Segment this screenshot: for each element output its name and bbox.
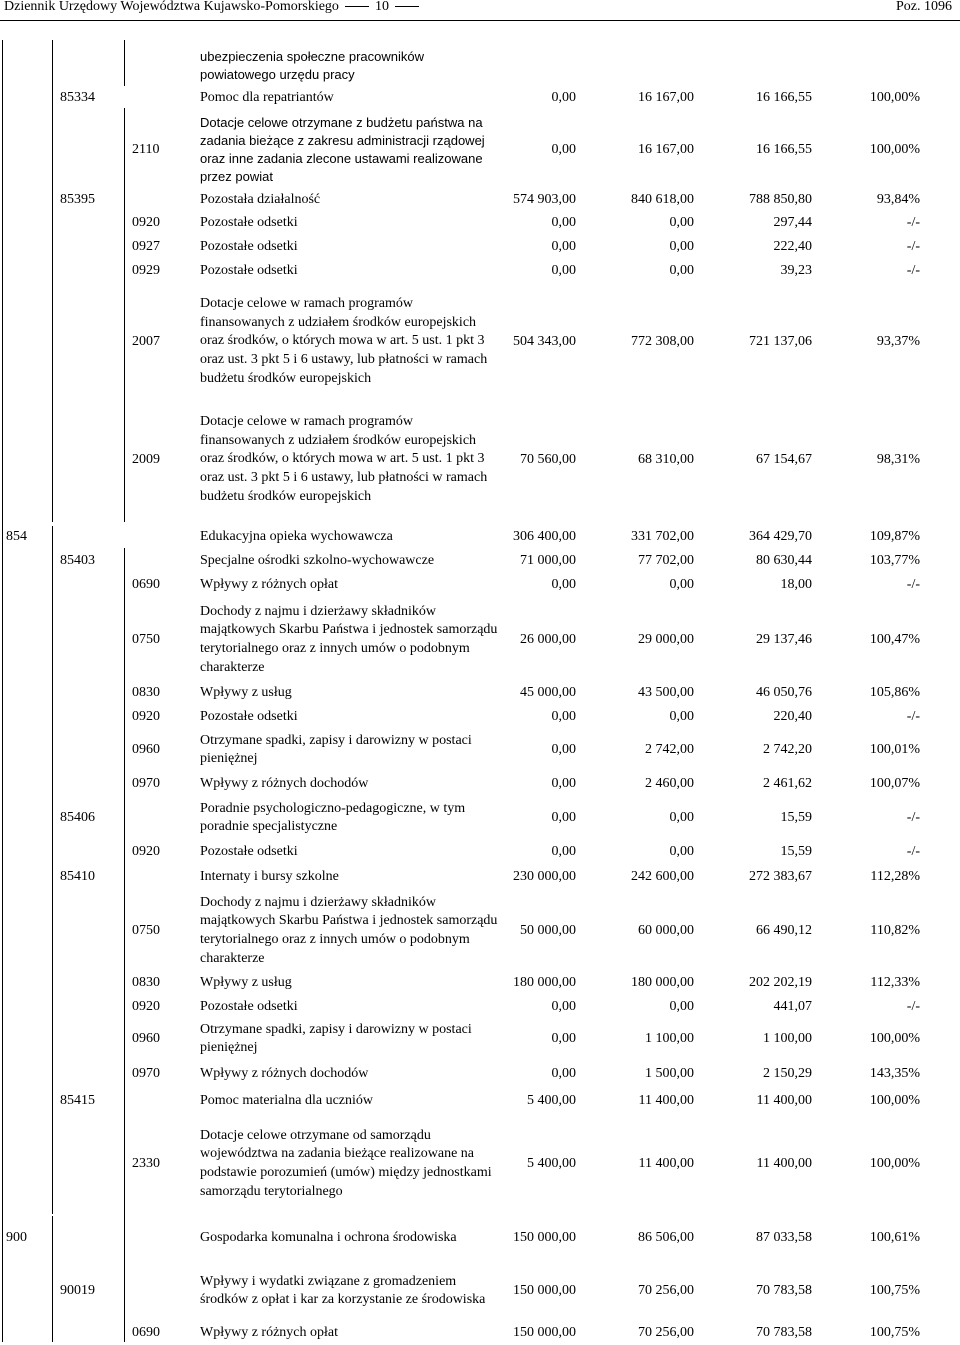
row-divider — [0, 1086, 960, 1087]
description-cell: Pozostałe odsetki — [200, 998, 298, 1014]
row-divider — [0, 210, 960, 211]
percent-cell: 100,00% — [869, 1030, 920, 1046]
rozdzial-cell: 85334 — [60, 89, 95, 105]
row-divider — [0, 548, 960, 549]
description-cell: Edukacyjna opieka wychowawcza — [200, 528, 393, 544]
row-divider — [0, 1112, 960, 1113]
plan-cell: 0,00 — [551, 238, 576, 254]
row-divider — [0, 108, 960, 109]
execution-cell: 70 783,58 — [756, 1324, 812, 1340]
row-divider — [0, 1258, 960, 1259]
column-divider — [124, 40, 125, 86]
paragraf-cell: 2110 — [132, 141, 160, 157]
execution-cell: 15,59 — [780, 843, 812, 859]
percent-cell: 109,87% — [869, 528, 920, 544]
row-divider — [0, 282, 960, 283]
percent-cell: 100,00% — [869, 1155, 920, 1171]
page-number: 10 — [374, 0, 389, 14]
header-dash — [345, 6, 369, 7]
plan-after-changes-cell: 0,00 — [669, 809, 694, 825]
plan-cell: 5 400,00 — [527, 1092, 576, 1108]
rozdzial-cell: 90019 — [60, 1282, 95, 1298]
paragraf-cell: 0960 — [132, 1030, 160, 1046]
execution-cell: 202 202,19 — [749, 974, 812, 990]
paragraf-cell: 0690 — [132, 576, 160, 592]
percent-cell: 100,75% — [869, 1324, 920, 1340]
percent-cell: 100,00% — [869, 141, 920, 157]
execution-cell: 272 383,67 — [749, 868, 812, 884]
description-cell: Wpływy z różnych dochodów — [200, 1065, 369, 1081]
row-divider — [0, 86, 960, 87]
execution-cell: 11 400,00 — [756, 1155, 812, 1171]
plan-after-changes-cell: 43 500,00 — [638, 684, 694, 700]
column-divider — [124, 548, 125, 1342]
plan-cell: 306 400,00 — [513, 528, 576, 544]
description-cell: ubezpieczenia społeczne pracowników powiatowego urzędu pracy — [200, 49, 425, 82]
execution-cell: 220,40 — [773, 708, 812, 724]
execution-cell: 70 783,58 — [756, 1282, 812, 1298]
position-number: Poz. 1096 — [896, 0, 952, 14]
description-cell: Dotacje celowe w ramach programów finansowanych z udziałem środków europejskich oraz środków, o których mowa w art. 5 ust. 1 pkt 3 oraz ust. 3 pkt 5 i 6 ustawy, lub płatności w ramach budżetu środków europejskich — [200, 414, 488, 504]
description-cell: Wpływy z różnych opłat — [200, 1324, 339, 1340]
rozdzial-cell: 85415 — [60, 1092, 95, 1108]
rozdzial-cell: 85406 — [60, 809, 95, 825]
plan-cell: 0,00 — [551, 89, 576, 105]
plan-cell: 0,00 — [551, 775, 576, 791]
description-cell: Wpływy z różnych dochodów — [200, 775, 369, 791]
description-cell: Pomoc materialna dla uczniów — [200, 1092, 373, 1108]
execution-cell: 18,00 — [780, 576, 812, 592]
execution-cell: 67 154,67 — [756, 451, 812, 467]
plan-after-changes-cell: 0,00 — [669, 238, 694, 254]
description-cell: Pozostałe odsetki — [200, 238, 298, 254]
description-cell: Pozostała działalność — [200, 191, 321, 207]
paragraf-cell: 0920 — [132, 708, 160, 724]
execution-cell: 2 461,62 — [763, 775, 812, 791]
row-divider — [0, 258, 960, 259]
paragraf-cell: 0690 — [132, 1324, 160, 1340]
description-cell: Wpływy z usług — [200, 684, 292, 700]
plan-after-changes-cell: 0,00 — [669, 843, 694, 859]
column-divider — [52, 40, 53, 522]
description-cell: Internaty i bursy szkolne — [200, 868, 339, 884]
plan-after-changes-cell: 2 742,00 — [645, 741, 694, 757]
plan-after-changes-cell: 29 000,00 — [638, 631, 694, 647]
plan-after-changes-cell: 60 000,00 — [638, 922, 694, 938]
plan-after-changes-cell: 70 256,00 — [638, 1282, 694, 1298]
percent-cell: 100,01% — [869, 741, 920, 757]
execution-cell: 297,44 — [773, 214, 812, 230]
percent-cell: -/- — [906, 262, 920, 278]
paragraf-cell: 0960 — [132, 741, 160, 757]
paragraf-cell: 0750 — [132, 631, 160, 647]
execution-cell: 39,23 — [780, 262, 812, 278]
execution-cell: 15,59 — [780, 809, 812, 825]
percent-cell: 93,84% — [876, 191, 920, 207]
header-dash — [395, 6, 419, 7]
plan-cell: 0,00 — [551, 214, 576, 230]
column-divider — [2, 40, 3, 1342]
plan-after-changes-cell: 1 500,00 — [645, 1065, 694, 1081]
row-divider — [0, 704, 960, 705]
row-divider — [0, 520, 960, 521]
percent-cell: 93,37% — [876, 333, 920, 349]
description-cell: Wpływy z różnych opłat — [200, 576, 339, 592]
rozdzial-cell: 85403 — [60, 552, 95, 568]
plan-cell: 150 000,00 — [513, 1282, 576, 1298]
execution-cell: 46 050,76 — [756, 684, 812, 700]
row-divider — [0, 864, 960, 865]
execution-cell: 29 137,46 — [756, 631, 812, 647]
plan-after-changes-cell: 68 310,00 — [638, 451, 694, 467]
execution-cell: 2 150,29 — [763, 1065, 812, 1081]
percent-cell: 100,07% — [869, 775, 920, 791]
plan-cell: 230 000,00 — [513, 868, 576, 884]
execution-cell: 1 100,00 — [763, 1030, 812, 1046]
column-divider — [124, 108, 125, 522]
row-divider — [0, 1016, 960, 1017]
plan-after-changes-cell: 86 506,00 — [638, 1229, 694, 1245]
percent-cell: -/- — [906, 809, 920, 825]
row-divider — [0, 794, 960, 795]
plan-cell: 0,00 — [551, 843, 576, 859]
description-cell: Poradnie psychologiczno-pedagogiczne, w tym poradnie specjalistyczne — [200, 800, 466, 835]
percent-cell: 143,35% — [869, 1065, 920, 1081]
description-cell: Dotacje celowe otrzymane z budżetu państwa na zadania bieżące z zakresu administracji rządowej oraz inne zadania zlecone ustawami realizowane przez powiat — [200, 115, 485, 184]
execution-cell: 364 429,70 — [749, 528, 812, 544]
percent-cell: 105,86% — [869, 684, 920, 700]
percent-cell: 100,00% — [869, 1092, 920, 1108]
description-cell: Dotacje celowe otrzymane od samorządu województwa na zadania bieżące realizowane na podstawie porozumień (umów) między jednostkami samorządu terytorialnego — [200, 1127, 492, 1199]
row-divider — [0, 888, 960, 889]
paragraf-cell: 0927 — [132, 238, 160, 254]
percent-cell: 103,77% — [869, 552, 920, 568]
execution-cell: 16 166,55 — [756, 89, 812, 105]
plan-cell: 574 903,00 — [513, 191, 576, 207]
row-divider — [0, 682, 960, 683]
paragraf-cell: 0920 — [132, 843, 160, 859]
percent-cell: 112,28% — [870, 868, 920, 884]
dzial-cell: 854 — [6, 528, 27, 544]
plan-after-changes-cell: 0,00 — [669, 214, 694, 230]
percent-cell: 100,00% — [869, 89, 920, 105]
rozdzial-cell: 85410 — [60, 868, 95, 884]
plan-after-changes-cell: 1 100,00 — [645, 1030, 694, 1046]
percent-cell: -/- — [906, 576, 920, 592]
plan-after-changes-cell: 11 400,00 — [638, 1092, 694, 1108]
execution-cell: 441,07 — [773, 998, 812, 1014]
plan-cell: 150 000,00 — [513, 1324, 576, 1340]
row-divider — [0, 596, 960, 597]
paragraf-cell: 2007 — [132, 333, 160, 349]
rozdzial-cell: 85395 — [60, 191, 95, 207]
plan-cell: 50 000,00 — [520, 922, 576, 938]
plan-after-changes-cell: 16 167,00 — [638, 89, 694, 105]
row-divider — [0, 770, 960, 771]
percent-cell: 100,61% — [869, 1229, 920, 1245]
plan-after-changes-cell: 180 000,00 — [631, 974, 694, 990]
plan-after-changes-cell: 331 702,00 — [631, 528, 694, 544]
plan-cell: 0,00 — [551, 1065, 576, 1081]
execution-cell: 222,40 — [773, 238, 812, 254]
description-cell: Gospodarka komunalna i ochrona środowiska — [200, 1229, 457, 1245]
row-divider — [0, 190, 960, 191]
row-divider — [0, 840, 960, 841]
plan-cell: 0,00 — [551, 708, 576, 724]
percent-cell: 100,47% — [869, 631, 920, 647]
paragraf-cell: 2330 — [132, 1155, 160, 1171]
execution-cell: 11 400,00 — [756, 1092, 812, 1108]
column-divider — [52, 526, 53, 1214]
column-divider — [52, 1216, 53, 1342]
row-divider — [0, 994, 960, 995]
row-divider — [0, 728, 960, 729]
plan-cell: 0,00 — [551, 141, 576, 157]
paragraf-cell: 0970 — [132, 1065, 160, 1081]
plan-after-changes-cell: 242 600,00 — [631, 868, 694, 884]
plan-cell: 0,00 — [551, 1030, 576, 1046]
paragraf-cell: 0920 — [132, 214, 160, 230]
plan-cell: 0,00 — [551, 576, 576, 592]
plan-cell: 150 000,00 — [513, 1229, 576, 1245]
percent-cell: 100,75% — [869, 1282, 920, 1298]
plan-after-changes-cell: 0,00 — [669, 998, 694, 1014]
description-cell: Pozostałe odsetki — [200, 708, 298, 724]
execution-cell: 721 137,06 — [749, 333, 812, 349]
description-cell: Wpływy i wydatki związane z gromadzeniem środków z opłat i kar za korzystanie ze środowiska — [200, 1273, 486, 1308]
row-divider — [0, 234, 960, 235]
description-cell: Dochody z najmu i dzierżawy składników majątkowych Skarbu Państwa i jednostek samorządu terytorialnego oraz z innych umów o podobnym charakterze — [200, 894, 498, 966]
plan-cell: 0,00 — [551, 998, 576, 1014]
description-cell: Dotacje celowe w ramach programów finansowanych z udziałem środków europejskich oraz środków, o których mowa w art. 5 ust. 1 pkt 3 oraz ust. 3 pkt 5 i 6 ustawy, lub płatności w ramach budżetu środków europejskich — [200, 296, 488, 386]
execution-cell: 87 033,58 — [756, 1229, 812, 1245]
paragraf-cell: 2009 — [132, 451, 160, 467]
description-cell: Otrzymane spadki, zapisy i darowizny w postaci pieniężnej — [200, 1021, 472, 1056]
execution-cell: 80 630,44 — [756, 552, 812, 568]
paragraf-cell: 0830 — [132, 684, 160, 700]
plan-cell: 70 560,00 — [520, 451, 576, 467]
header-rule — [0, 20, 960, 21]
paragraf-cell: 0830 — [132, 974, 160, 990]
percent-cell: 110,82% — [870, 922, 920, 938]
description-cell: Pozostałe odsetki — [200, 214, 298, 230]
description-cell: Wpływy z usług — [200, 974, 292, 990]
row-divider — [0, 524, 960, 525]
percent-cell: -/- — [906, 708, 920, 724]
paragraf-cell: 0970 — [132, 775, 160, 791]
plan-cell: 180 000,00 — [513, 974, 576, 990]
plan-after-changes-cell: 77 702,00 — [638, 552, 694, 568]
paragraf-cell: 0929 — [132, 262, 160, 278]
plan-after-changes-cell: 16 167,00 — [638, 141, 694, 157]
execution-cell: 788 850,80 — [749, 191, 812, 207]
row-divider — [0, 1214, 960, 1215]
plan-after-changes-cell: 0,00 — [669, 262, 694, 278]
paragraf-cell: 0750 — [132, 922, 160, 938]
execution-cell: 66 490,12 — [756, 922, 812, 938]
plan-cell: 0,00 — [551, 809, 576, 825]
plan-cell: 0,00 — [551, 262, 576, 278]
journal-title: Dziennik Urzędowy Województwa Kujawsko-Pomorskiego 10 — [4, 0, 425, 15]
page-header — [0, 0, 960, 20]
plan-after-changes-cell: 2 460,00 — [645, 775, 694, 791]
plan-cell: 5 400,00 — [527, 1155, 576, 1171]
execution-cell: 2 742,20 — [763, 741, 812, 757]
percent-cell: -/- — [906, 214, 920, 230]
description-cell: Pozostałe odsetki — [200, 843, 298, 859]
plan-cell: 45 000,00 — [520, 684, 576, 700]
description-cell: Dochody z najmu i dzierżawy składników majątkowych Skarbu Państwa i jednostek samorządu terytorialnego oraz z innych umów o podobnym charakterze — [200, 603, 498, 675]
percent-cell: 98,31% — [876, 451, 920, 467]
plan-after-changes-cell: 772 308,00 — [631, 333, 694, 349]
plan-cell: 71 000,00 — [520, 552, 576, 568]
description-cell: Pomoc dla repatriantów — [200, 89, 334, 105]
row-divider — [0, 572, 960, 573]
plan-after-changes-cell: 0,00 — [669, 576, 694, 592]
execution-cell: 16 166,55 — [756, 141, 812, 157]
paragraf-cell: 0920 — [132, 998, 160, 1014]
percent-cell: -/- — [906, 843, 920, 859]
plan-cell: 504 343,00 — [513, 333, 576, 349]
dzial-cell: 900 — [6, 1229, 27, 1245]
plan-after-changes-cell: 0,00 — [669, 708, 694, 724]
description-cell: Specjalne ośrodki szkolno-wychowawcze — [200, 552, 435, 568]
plan-after-changes-cell: 11 400,00 — [638, 1155, 694, 1171]
row-divider — [0, 1320, 960, 1321]
plan-cell: 0,00 — [551, 741, 576, 757]
percent-cell: -/- — [906, 238, 920, 254]
plan-after-changes-cell: 840 618,00 — [631, 191, 694, 207]
plan-after-changes-cell: 70 256,00 — [638, 1324, 694, 1340]
row-divider — [0, 972, 960, 973]
description-cell: Pozostałe odsetki — [200, 262, 298, 278]
percent-cell: 112,33% — [870, 974, 920, 990]
percent-cell: -/- — [906, 998, 920, 1014]
description-cell: Otrzymane spadki, zapisy i darowizny w postaci pieniężnej — [200, 732, 472, 767]
plan-cell: 26 000,00 — [520, 631, 576, 647]
row-divider — [0, 1060, 960, 1061]
row-divider — [0, 400, 960, 401]
